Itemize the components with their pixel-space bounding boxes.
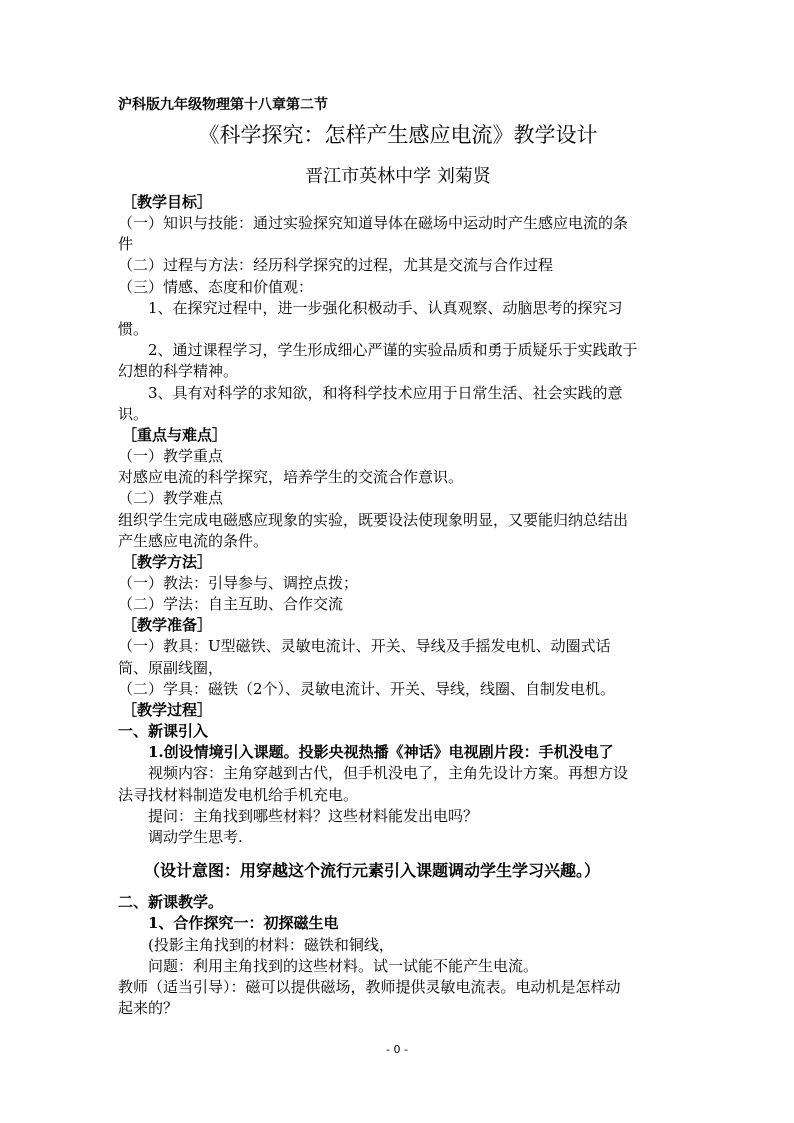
goal-process: （二）过程与方法：经历科学探究的过程，尤其是交流与合作过程 bbox=[118, 256, 554, 275]
prep-student: （二）学具：磁铁（2个）、灵敏电流计、开关、导线，线圈、自制发电机。 bbox=[118, 679, 616, 698]
process-question: 提问：主角找到哪些材料？这些材料能发出电吗？ bbox=[148, 806, 479, 825]
process-ask: 问题：利用主角找到的这些材料。试一试能不能产生电流。 bbox=[148, 956, 539, 975]
section-heading-key: ［重点与难点］ bbox=[122, 426, 228, 445]
key-focus-label: （一）教学重点 bbox=[118, 447, 224, 466]
key-difficulty-text: 组织学生完成电磁感应现象的实验，既要设法使现象明显，又要能归纳总结出 bbox=[118, 510, 629, 529]
goal-value-1: 1、在探究过程中，进一步强化积极动手、认真观察、动脑思考的探究习 bbox=[148, 298, 623, 317]
prep-teacher: （一）教具：U型磁铁、灵敏电流计、开关、导线及手摇发电机、动圈式话 bbox=[118, 637, 611, 656]
key-difficulty-text-cont: 产生感应电流的条件。 bbox=[118, 531, 269, 550]
key-focus-text: 对感应电流的科学探究，培养学生的交流合作意识。 bbox=[118, 468, 464, 487]
section-heading-goals: ［教学目标］ bbox=[122, 193, 213, 211]
method-learn: （二）学法：自主互助、合作交流 bbox=[118, 595, 344, 614]
process-video-cont: 法寻找材料制造发电机给手机充电。 bbox=[118, 785, 359, 804]
method-teach: （一）教法：引导参与、调控点拨； bbox=[118, 574, 359, 593]
process-inquiry-1: 1、合作探究一：初探磁生电 bbox=[148, 914, 339, 933]
goal-value-2-cont: 幻想的科学精神。 bbox=[118, 362, 239, 381]
goal-value-3: 3、具有对科学的求知欲，和将科学技术应用于日常生活、社会实践的意 bbox=[148, 383, 623, 402]
process-teacher-cont: 起来的？ bbox=[118, 999, 179, 1018]
goal-value-1-cont: 惯。 bbox=[118, 320, 149, 339]
process-projection: (投影主角找到的材料：磁铁和铜线， bbox=[148, 935, 394, 954]
author-line: 晋江市英林中学 刘菊贤 bbox=[305, 166, 491, 187]
goal-knowledge-cont: 件 bbox=[118, 235, 134, 254]
section-heading-process: ［教学过程］ bbox=[122, 701, 213, 720]
process-think: 调动学生思考. bbox=[148, 828, 243, 847]
section-heading-prep: ［教学准备］ bbox=[122, 616, 213, 635]
prep-teacher-cont: 筒、原副线圈， bbox=[118, 658, 224, 677]
process-step-1: 1.创设情境引入课题。投影央视热播《神话》电视剧片段：手机没电了 bbox=[148, 743, 614, 762]
key-difficulty-label: （二）教学难点 bbox=[118, 489, 224, 508]
goal-knowledge: （一）知识与技能：通过实验探究知道导体在磁场中运动时产生感应电流的条 bbox=[118, 214, 629, 232]
design-intent: （设计意图：用穿越这个流行元素引入课题调动学生学习兴趣。） bbox=[144, 861, 601, 881]
process-part-2: 二、新课教学。 bbox=[118, 893, 224, 912]
process-part-1: 一、新课引入 bbox=[118, 722, 209, 741]
page-number: - 0 - bbox=[386, 1043, 408, 1056]
section-heading-methods: ［教学方法］ bbox=[122, 553, 213, 572]
goal-value-3-cont: 识。 bbox=[118, 404, 149, 423]
goal-values: （三）情感、态度和价值观： bbox=[118, 277, 314, 296]
goal-value-2: 2、通过课程学习，学生形成细心严谨的实验品质和勇于质疑乐于实践敢于 bbox=[148, 341, 638, 360]
chapter-header: 沪科版九年级物理第十八章第二节 bbox=[118, 97, 328, 113]
process-teacher: 教师（适当引导）：磁可以提供磁场，教师提供灵敏电流表。电动机是怎样动 bbox=[118, 978, 621, 997]
process-video: 视频内容：主角穿越到古代，但手机没电了，主角先设计方案。再想方设 bbox=[148, 764, 629, 783]
document-page bbox=[118, 92, 678, 1020]
document-title: 《科学探究：怎样产生感应电流》教学设计 bbox=[198, 123, 598, 147]
